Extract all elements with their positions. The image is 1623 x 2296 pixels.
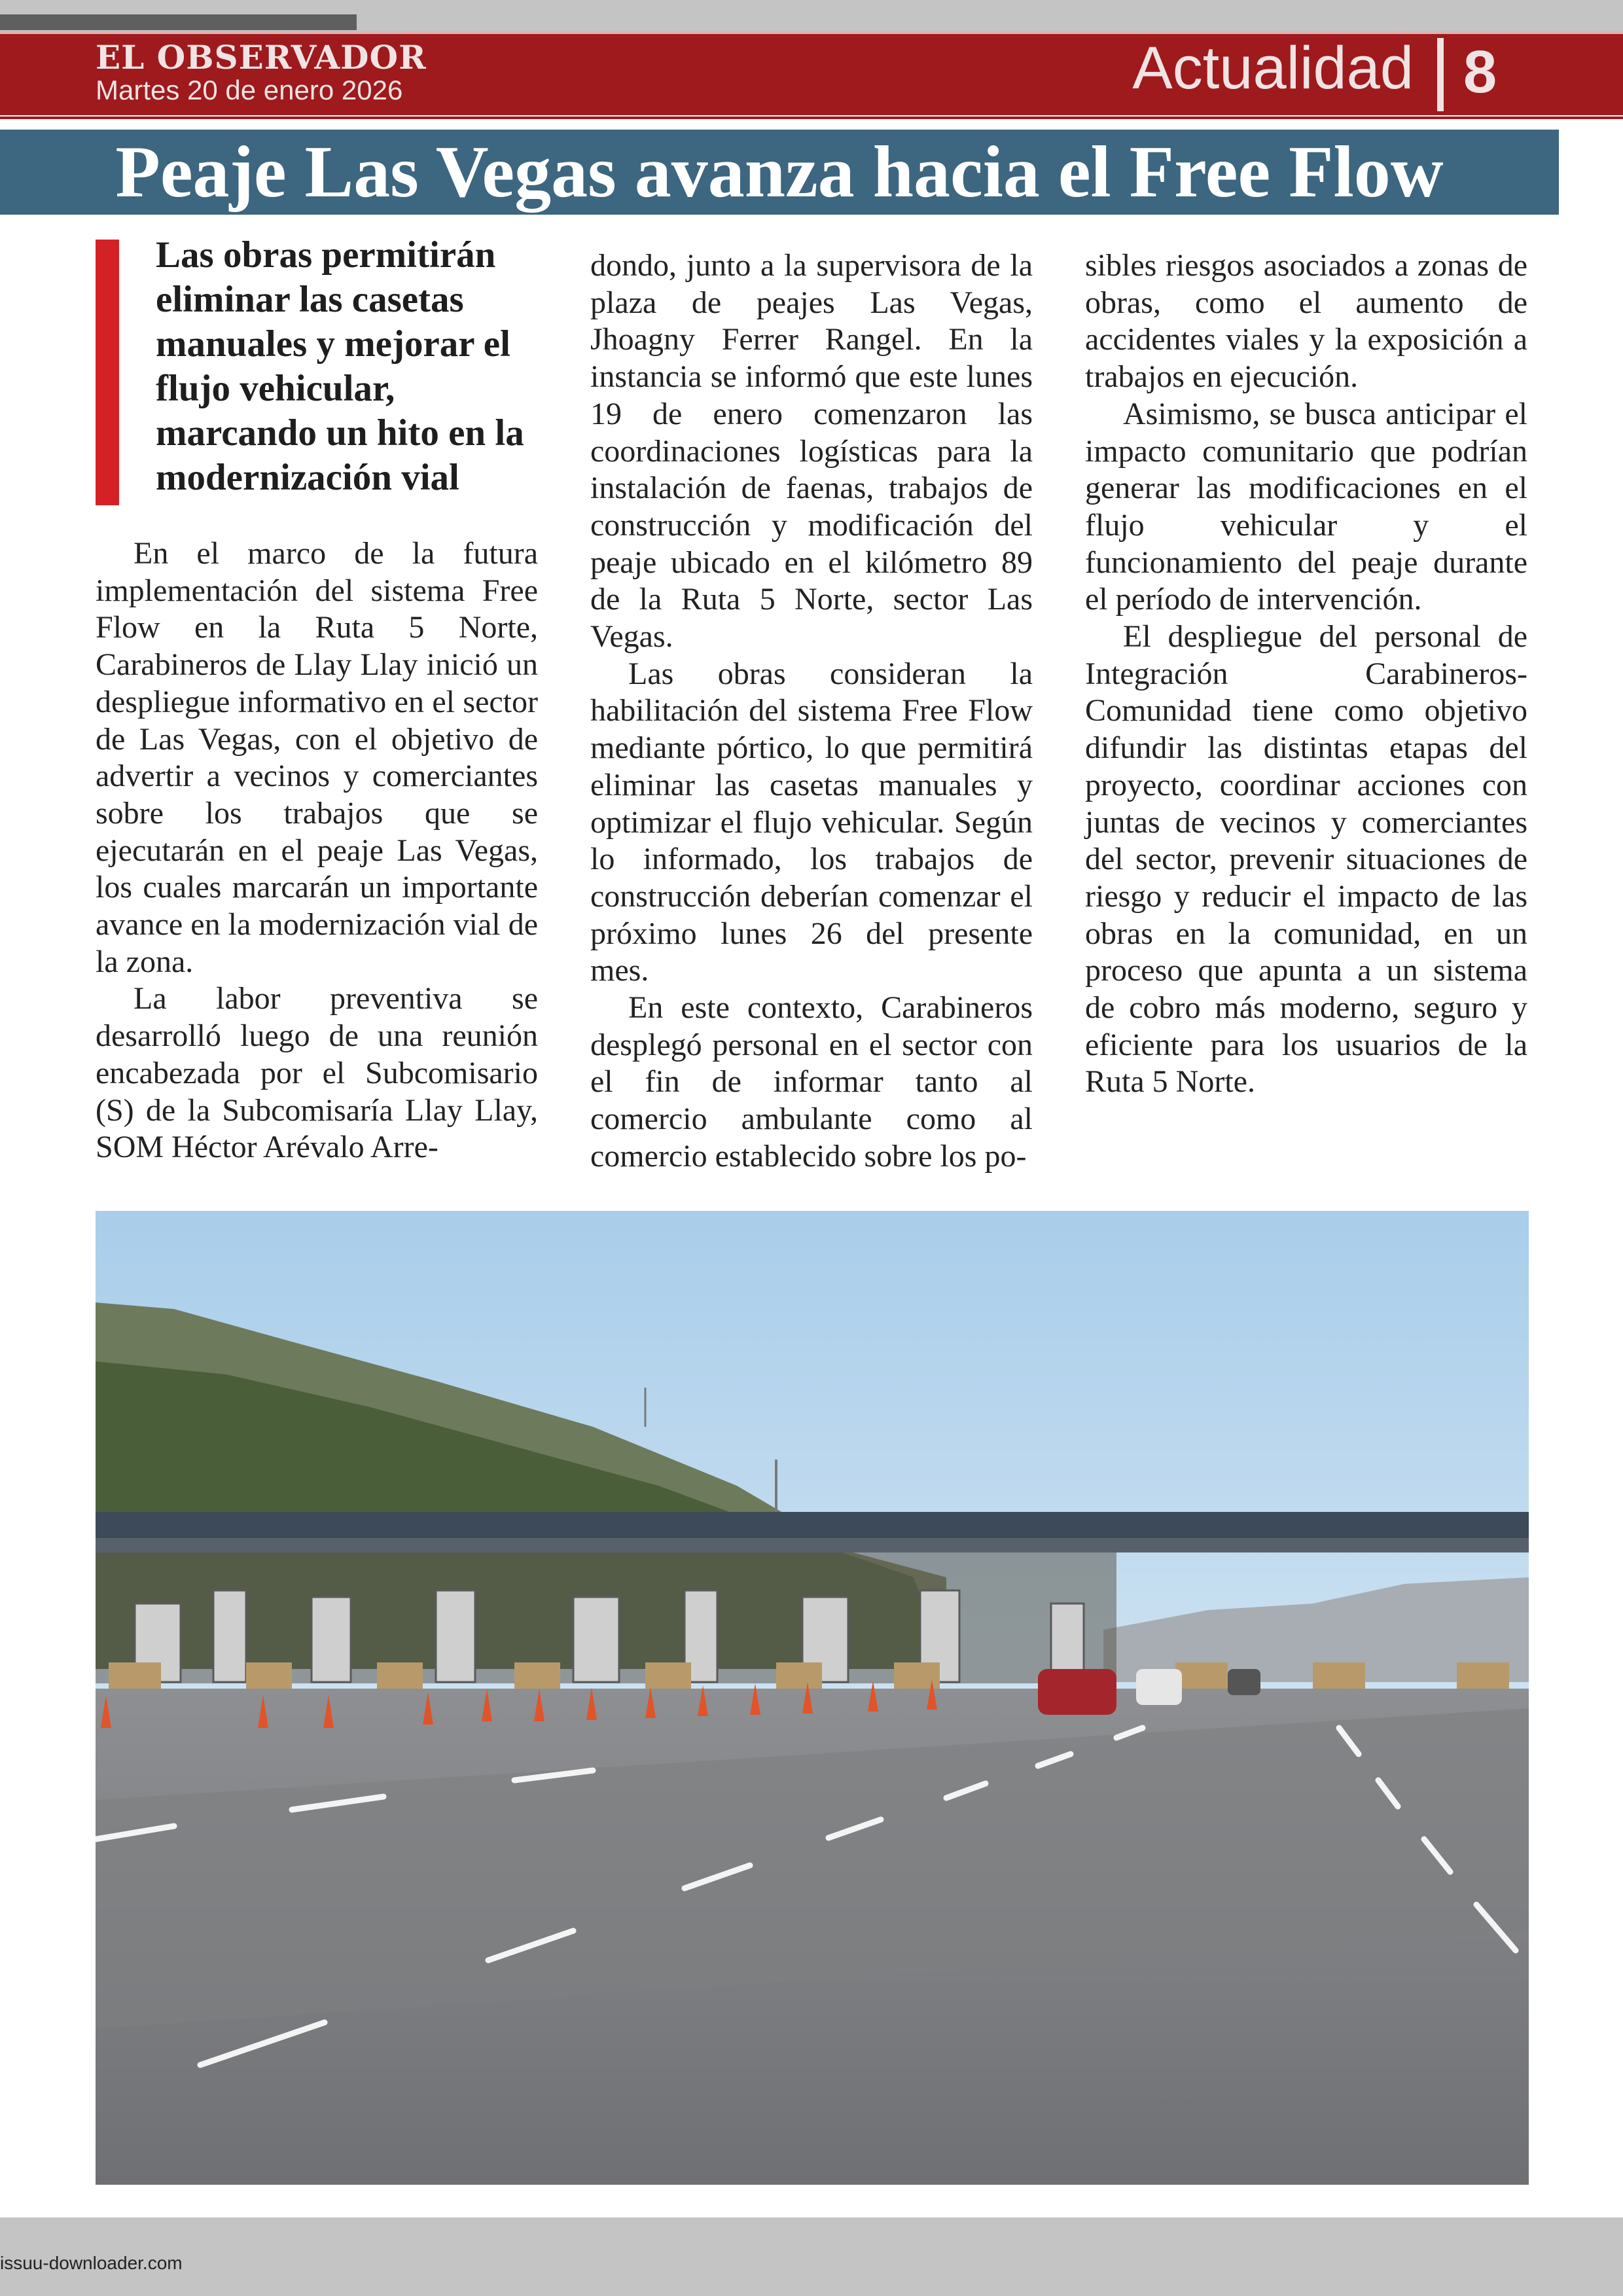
issue-date: Martes 20 de enero 2026 (96, 75, 403, 105)
paragraph: Las obras consideran la habilitación del sistema Free Flow mediante pórtico, lo que permitirá eliminar las casetas manuales y optimizar el flujo vehicular. Según lo informado, los trabajos de construcción deberían comenzar el próximo lunes 26 del presente mes. (590, 656, 1033, 988)
article-column-3 (1085, 247, 1527, 1101)
section-divider (1437, 38, 1444, 111)
toll-plaza-illustration (96, 1211, 1529, 2185)
toll-canopy-top (96, 1512, 1529, 1538)
article-column-2 (590, 247, 1033, 1175)
masthead-rule (0, 117, 1623, 119)
paragraph: Asimismo, se busca anticipar el impacto comunitario que podrían generar las modificaciones en el flujo vehicular y el funcionamiento del peaje durante el período de intervención. (1085, 396, 1527, 617)
article-column-1 (96, 535, 538, 1166)
article-lead: Las obras permitirán eliminar las casetas manuales y mejorar el flujo vehicular, marcando un hito en la modernización vial (156, 234, 524, 498)
article-photo (96, 1211, 1529, 2185)
lead-accent-bar (96, 240, 119, 505)
newspaper-name: EL OBSERVADOR (96, 38, 427, 77)
paragraph: La labor preventiva se desarrolló luego de una reunión encabezada por el Subcomisario (S) de la Subcomisaría Llay Llay, SOM Héctor Arévalo Arre- (96, 981, 538, 1165)
paragraph: En el marco de la futura implementación del sistema Free Flow en la Ruta 5 Norte, Carabineros de Llay Llay inició un despliegue informativo en el sector de Las Vegas, con el objetivo de advertir a vecinos y comerciantes sobre los trabajos que se ejecutarán en el peaje Las Vegas, los cuales marcarán un importante avance en la modernización vial de la zona. (96, 536, 538, 979)
section-name: Actualidad (1132, 35, 1414, 101)
top-viewer-tab (0, 14, 357, 30)
page-number: 8 (1463, 39, 1497, 105)
toll-canopy-edge (96, 1538, 1529, 1552)
footer-bar (0, 2217, 1623, 2296)
paragraph: El despliegue del personal de Integración Carabineros-Comunidad tiene como objetivo difundir las distintas etapas del proyecto, coordinar acciones con juntas de vecinos y comerciantes del sector, prevenir situaciones de riesgo y reducir el impacto de las obras en la comunidad, en un proceso que apunta a un sistema de cobro más moderno, seguro y eficiente para los usuarios de la Ruta 5 Norte. (1085, 619, 1527, 1100)
paragraph: En este contexto, Carabineros desplegó personal en el sector con el fin de informar tanto al comercio ambulante como al comercio establecido sobre los po- (590, 990, 1033, 1174)
paragraph: sibles riesgos asociados a zonas de obras, como el aumento de accidentes viales y la exposición a trabajos en ejecución. (1085, 248, 1527, 395)
article-headline: Peaje Las Vegas avanza hacia el Free Flow (115, 132, 1444, 213)
paragraph: dondo, junto a la supervisora de la plaza de peajes Las Vegas, Jhoagny Ferrer Rangel. En la instancia se informó que este lunes 19 de enero comenzaron las coordinaciones logísticas para la instalación de faenas, trabajos de construcción y modificación del peaje ubicado en el kilómetro 89 de la Ruta 5 Norte, sector Las Vegas. (590, 248, 1033, 655)
source-watermark: issuu-downloader.com (0, 2253, 183, 2273)
